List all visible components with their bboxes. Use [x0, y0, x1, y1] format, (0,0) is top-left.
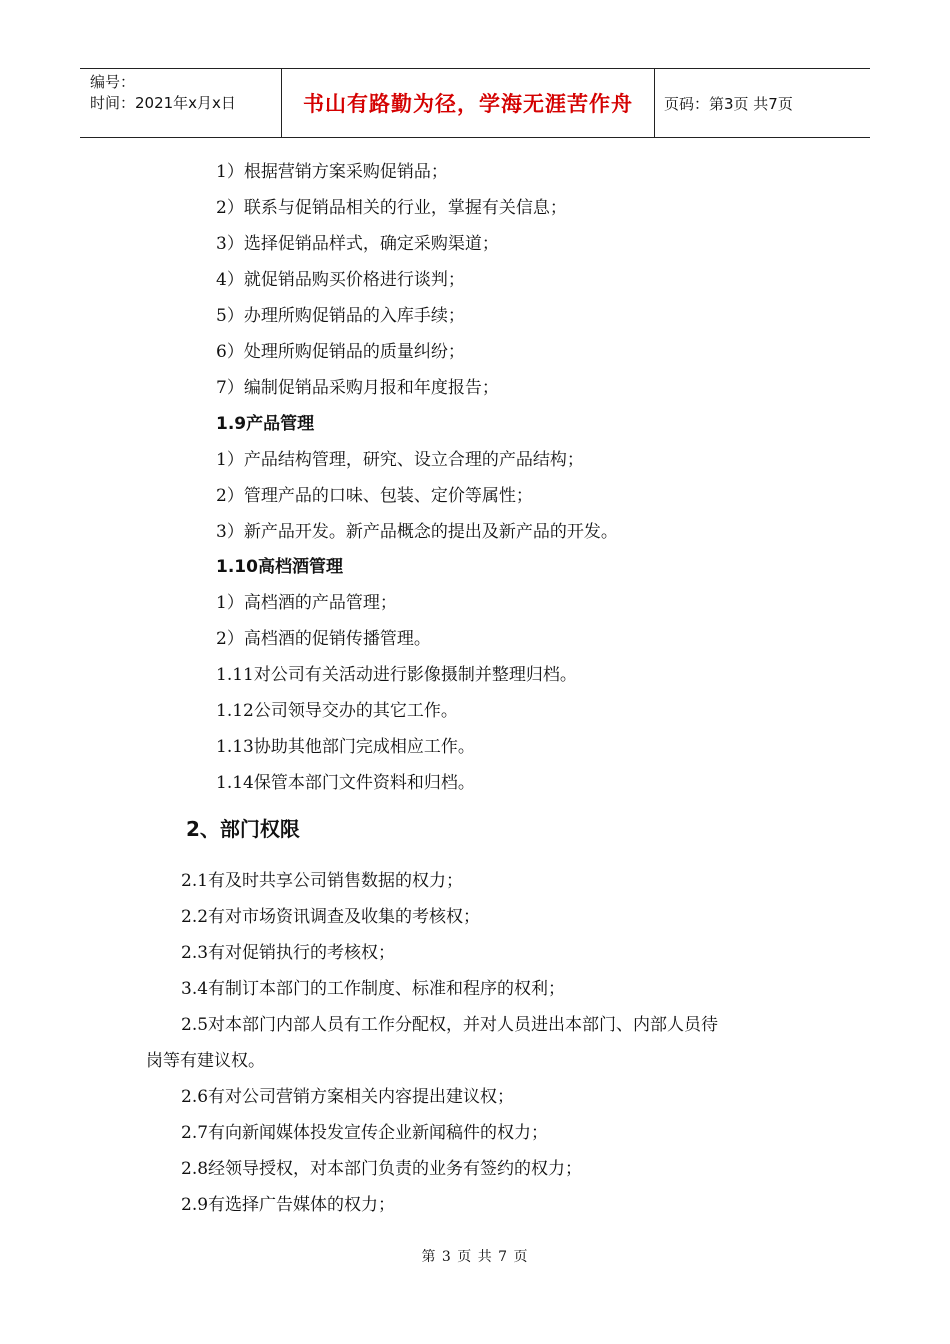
list-item-continuation: 岗等有建议权。	[146, 1051, 265, 1071]
list-item: 7）编制促销品采购月报和年度报告；	[216, 378, 499, 398]
list-item: 2.7有向新闻媒体投发宣传企业新闻稿件的权力；	[181, 1123, 549, 1143]
header-motto: 书山有路勤为径，学海无涯苦作舟	[282, 69, 655, 137]
list-item: 4）就促销品购买价格进行谈判；	[216, 270, 465, 290]
list-item: 3）新产品开发。新产品概念的提出及新产品的开发。	[216, 522, 618, 542]
list-item: 5）办理所购促销品的入库手续；	[216, 306, 465, 326]
header-meta	[80, 69, 282, 137]
list-item: 1.12公司领导交办的其它工作。	[216, 701, 458, 721]
subsection-heading: 1.9产品管理	[216, 414, 315, 434]
doc-time-label: 时间：2021年x月x日	[90, 94, 236, 112]
subsection-heading: 1.10高档酒管理	[216, 557, 343, 577]
section-heading: 2、部门权限	[186, 817, 300, 841]
list-item: 2.6有对公司营销方案相关内容提出建议权；	[181, 1087, 515, 1107]
list-item: 1.13协助其他部门完成相应工作。	[216, 737, 475, 757]
list-item: 2）联系与促销品相关的行业，掌握有关信息；	[216, 198, 567, 218]
list-item: 3）选择促销品样式，确定采购渠道；	[216, 234, 499, 254]
list-item: 2.5对本部门内部人员有工作分配权，并对人员进出本部门、内部人员待	[181, 1015, 719, 1035]
list-item: 2）管理产品的口味、包装、定价等属性；	[216, 486, 533, 506]
list-item: 1.14保管本部门文件资料和归档。	[216, 773, 475, 793]
list-item: 1）根据营销方案采购促销品；	[216, 162, 448, 182]
list-item: 2）高档酒的促销传播管理。	[216, 629, 431, 649]
list-item: 1）高档酒的产品管理；	[216, 593, 397, 613]
list-item: 2.1有及时共享公司销售数据的权力；	[181, 871, 464, 891]
list-item: 6）处理所购促销品的质量纠纷；	[216, 342, 465, 362]
list-item: 3.4有制订本部门的工作制度、标准和程序的权利；	[181, 979, 566, 999]
doc-code-label: 编号：	[90, 73, 136, 91]
list-item: 1.11对公司有关活动进行影像摄制并整理归档。	[216, 665, 577, 685]
list-item: 2.3有对促销执行的考核权；	[181, 943, 396, 963]
page-header	[80, 68, 870, 138]
list-item: 2.9有选择广告媒体的权力；	[181, 1195, 396, 1215]
list-item: 2.8经领导授权，对本部门负责的业务有签约的权力；	[181, 1159, 583, 1179]
list-item: 2.2有对市场资讯调查及收集的考核权；	[181, 907, 481, 927]
list-item: 1）产品结构管理，研究、设立合理的产品结构；	[216, 450, 584, 470]
page-footer: 第 3 页 共 7 页	[421, 1249, 529, 1265]
header-page-info: 页码：第3页 共7页	[664, 94, 793, 113]
